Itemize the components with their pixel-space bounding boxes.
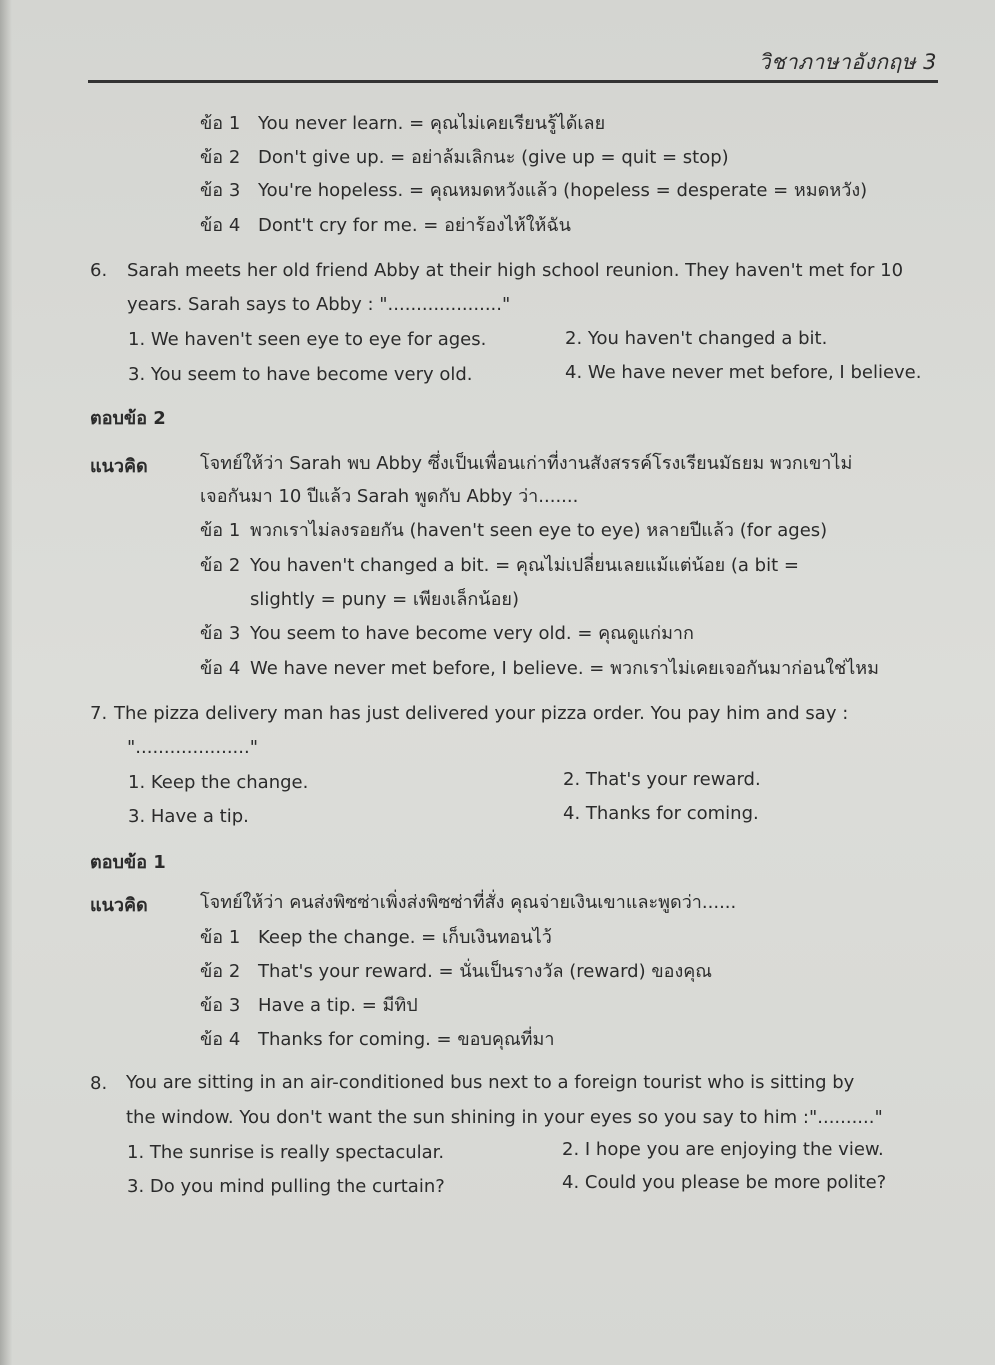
- q8-stem-line2: the window. You don't want the sun shining in your eyes so you say to him :"..........": [126, 1107, 883, 1128]
- q6-explanation-3: [200, 623, 694, 645]
- q7-explanation-1: [200, 927, 552, 949]
- prev-explanation-4: [200, 215, 571, 237]
- q8-option-2: 2. I hope you are enjoying the view.: [562, 1139, 884, 1160]
- q6-option-2: 2. You haven't changed a bit.: [565, 328, 828, 349]
- item-label: ข้อ 4: [200, 658, 241, 679]
- item-text: You seem to have become very old. = คุณดูแก่มาก: [250, 623, 694, 644]
- prev-explanation-1: [200, 113, 605, 135]
- item-label: ข้อ 2: [200, 555, 241, 576]
- item-text: Have a tip. = มีทิป: [258, 995, 418, 1016]
- q8-stem-line1: You are sitting in an air-conditioned bus next to a foreign tourist who is sitting by: [126, 1072, 855, 1093]
- q7-option-1: 1. Keep the change.: [128, 772, 309, 793]
- q7-concept-line1: โจทย์ให้ว่า คนส่งพิซซ่าเพิ่งส่งพิซซ่าที่สั่ง คุณจ่ายเงินเขาและพูดว่า......: [200, 892, 737, 913]
- q6-answer: ตอบข้อ 2: [90, 408, 166, 429]
- q7-option-3: 3. Have a tip.: [128, 806, 249, 827]
- item-label: ข้อ 2: [200, 961, 241, 982]
- q7-answer: ตอบข้อ 1: [90, 852, 166, 873]
- q8-option-3: 3. Do you mind pulling the curtain?: [127, 1176, 445, 1197]
- page-spine-shadow: [0, 0, 12, 1365]
- prev-explanation-2: [200, 147, 729, 169]
- q6-stem-line1: Sarah meets her old friend Abby at their high school reunion. They haven't met for 10: [127, 260, 904, 281]
- q6-explanation-2: [200, 555, 799, 577]
- q7-stem-line1: The pizza delivery man has just delivered your pizza order. You pay him and say :: [114, 703, 849, 724]
- item-label: ข้อ 2: [200, 147, 241, 168]
- q7-stem-line2: "....................": [127, 737, 258, 758]
- item-text: That's your reward. = นั่นเป็นรางวัล (reward) ของคุณ: [258, 961, 712, 982]
- q6-explanation-1: [200, 520, 827, 542]
- item-text: Thanks for coming. = ขอบคุณที่มา: [258, 1029, 555, 1050]
- item-text: You're hopeless. = คุณหมดหวังแล้ว (hopeless = desperate = หมดหวัง): [258, 180, 868, 201]
- item-label: ข้อ 3: [200, 995, 241, 1016]
- item-text: Keep the change. = เก็บเงินทอนไว้: [258, 927, 552, 948]
- item-label: ข้อ 1: [200, 113, 241, 134]
- item-label: ข้อ 1: [200, 520, 241, 541]
- item-label: ข้อ 3: [200, 623, 241, 644]
- q6-number: 6.: [90, 260, 108, 281]
- q7-explanation-3: [200, 995, 418, 1017]
- item-text: You haven't changed a bit. = คุณไม่เปลี่ยนเลยแม้แต่น้อย (a bit =: [250, 555, 799, 576]
- item-text: We have never met before, I believe. = พวกเราไม่เคยเจอกันมาก่อนใช่ไหม: [250, 658, 880, 679]
- header-rule: [88, 80, 938, 83]
- q7-explanation-2: [200, 961, 712, 983]
- item-label: ข้อ 4: [200, 215, 241, 236]
- item-text: Don't give up. = อย่าล้มเลิกนะ (give up = quit = stop): [258, 147, 729, 168]
- item-text: พวกเราไม่ลงรอยกัน (haven't seen eye to eye) หลายปีแล้ว (for ages): [250, 520, 828, 541]
- q8-option-1: 1. The sunrise is really spectacular.: [127, 1142, 445, 1163]
- q6-concept-line2: เจอกันมา 10 ปีแล้ว Sarah พูดกับ Abby ว่า.......: [200, 486, 579, 507]
- q7-number: 7.: [90, 703, 108, 724]
- q8-option-4: 4. Could you please be more polite?: [562, 1172, 887, 1193]
- q6-explanation-2-cont: slightly = puny = เพียงเล็กน้อย): [250, 589, 519, 610]
- page-header-title: วิชาภาษาอังกฤษ 3: [758, 50, 937, 74]
- item-label: ข้อ 4: [200, 1029, 241, 1050]
- q7-option-2: 2. That's your reward.: [563, 769, 761, 790]
- q6-option-4: 4. We have never met before, I believe.: [565, 362, 922, 383]
- q6-option-3: 3. You seem to have become very old.: [128, 364, 473, 385]
- q6-stem-line2: years. Sarah says to Abby : "....................": [127, 294, 511, 315]
- q6-concept-label: แนวคิด: [90, 456, 148, 477]
- q6-concept-line1: โจทย์ให้ว่า Sarah พบ Abby ซึ่งเป็นเพื่อนเก่าที่งานสังสรรค์โรงเรียนมัธยม พวกเขาไม่: [200, 453, 853, 474]
- q7-option-4: 4. Thanks for coming.: [563, 803, 759, 824]
- prev-explanation-3: [200, 180, 867, 202]
- item-text: Dont't cry for me. = อย่าร้องไห้ให้ฉัน: [258, 215, 571, 236]
- q7-concept-label: แนวคิด: [90, 895, 148, 916]
- item-label: ข้อ 1: [200, 927, 241, 948]
- q6-explanation-4: [200, 658, 879, 680]
- q7-explanation-4: [200, 1029, 554, 1051]
- q6-option-1: 1. We haven't seen eye to eye for ages.: [128, 329, 487, 350]
- item-label: ข้อ 3: [200, 180, 241, 201]
- q8-number: 8.: [90, 1073, 108, 1094]
- item-text: You never learn. = คุณไม่เคยเรียนรู้ได้เลย: [258, 113, 606, 134]
